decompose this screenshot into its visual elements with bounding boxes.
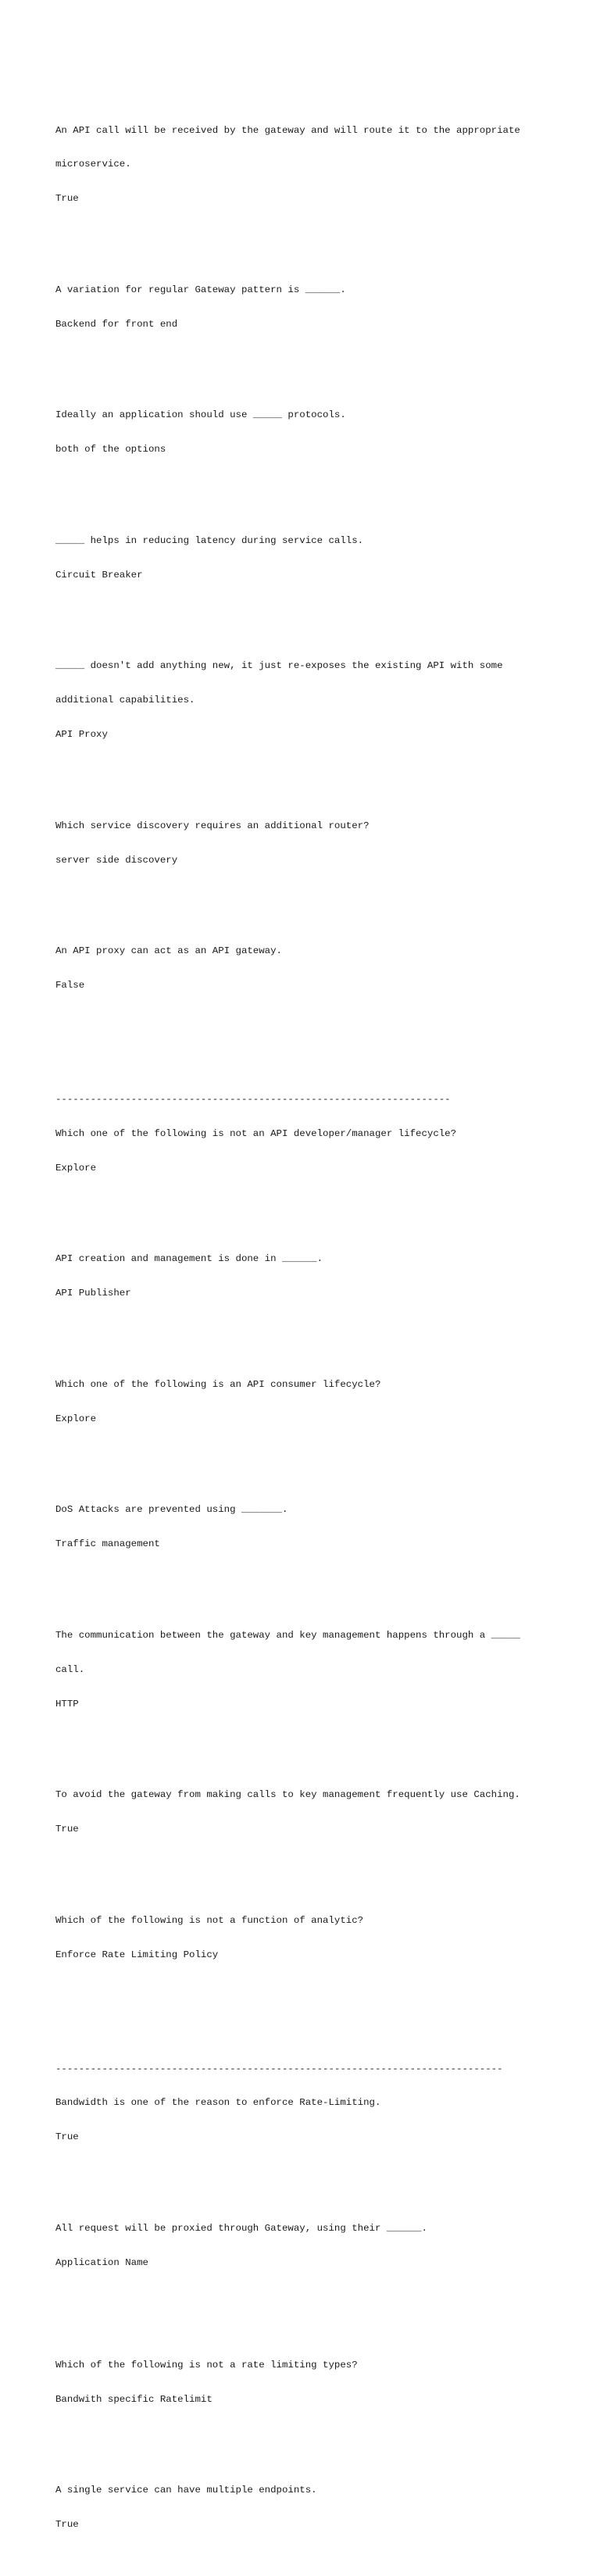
question-line: To avoid the gateway from making calls to key management frequently use Caching.: [55, 1789, 520, 1801]
question-line: An API proxy can act as an API gateway.: [55, 945, 282, 957]
qa-item: [55, 387, 555, 478]
answer-line: Traffic management: [55, 1538, 160, 1550]
qa-item: [55, 638, 555, 763]
qa-item: [55, 2040, 555, 2166]
answer-line: Circuit Breaker: [55, 569, 143, 581]
question-line: _____ doesn't add anything new, it just re-exposes the existing API with some: [55, 660, 503, 672]
question-line: All request will be proxied through Gateway, using their ______.: [55, 2222, 427, 2234]
qa-item: [55, 1356, 555, 1448]
qa-item: [55, 513, 555, 604]
question-line: Which of the following is not a rate limiting types?: [55, 2359, 358, 2371]
qa-item: [55, 1767, 555, 1858]
section-divider: --------------------------------------------------------------------: [55, 1094, 451, 1106]
qa-item: [55, 1892, 555, 1984]
answer-line: API Publisher: [55, 1288, 131, 1299]
answer-line: Bandwith specific Ratelimit: [55, 2393, 212, 2405]
qa-item: [55, 1231, 555, 1322]
question-line: microservice.: [55, 159, 131, 170]
question-line: _____ helps in reducing latency during service calls.: [55, 534, 364, 546]
question-line: call.: [55, 1663, 85, 1675]
qa-item: [55, 2200, 555, 2292]
section-divider: -----------------------------------------------------------------------------: [55, 2063, 503, 2074]
answer-line: Explore: [55, 1162, 97, 1174]
answer-line: both of the options: [55, 444, 166, 456]
question-line: A variation for regular Gateway pattern is ______.: [55, 284, 346, 295]
question-line: API creation and management is done in ______.: [55, 1253, 323, 1265]
answer-line: True: [55, 1824, 79, 1835]
question-line: Which one of the following is not an API developer/manager lifecycle?: [55, 1127, 457, 1139]
answer-line: True: [55, 193, 79, 205]
qa-item: [55, 2462, 555, 2553]
question-line: Which one of the following is an API consumer lifecycle?: [55, 1378, 381, 1390]
answer-line: API Proxy: [55, 729, 108, 741]
qa-item: [55, 923, 555, 1014]
answer-line: HTTP: [55, 1698, 79, 1710]
qa-item: [55, 2337, 555, 2428]
qa-item: [55, 1481, 555, 1573]
answer-line: Backend for front end: [55, 318, 178, 330]
answer-line: True: [55, 2519, 79, 2531]
question-line: Which service discovery requires an additional router?: [55, 820, 370, 831]
question-line: A single service can have multiple endpoints.: [55, 2485, 317, 2496]
answer-line: True: [55, 2131, 79, 2143]
question-line: An API call will be received by the gateway and will route it to the appropriate: [55, 124, 520, 136]
question-line: DoS Attacks are prevented using _______.: [55, 1504, 288, 1516]
qa-item: [55, 1607, 555, 1733]
qa-item: [55, 798, 555, 889]
question-line: Which of the following is not a function of analytic?: [55, 1914, 364, 1926]
question-line: additional capabilities.: [55, 695, 195, 706]
document-page: [55, 56, 555, 2576]
answer-line: Application Name: [55, 2256, 148, 2268]
answer-line: Enforce Rate Limiting Policy: [55, 1949, 219, 1960]
qa-item: [55, 102, 555, 227]
question-line: The communication between the gateway and key management happens through a _____: [55, 1629, 520, 1641]
answer-line: False: [55, 980, 85, 991]
qa-item: [55, 1071, 555, 1197]
qa-item: [55, 262, 555, 353]
answer-line: server side discovery: [55, 854, 178, 866]
question-line: Ideally an application should use _____ protocols.: [55, 409, 346, 421]
answer-line: Explore: [55, 1413, 97, 1424]
question-line: Bandwidth is one of the reason to enforce Rate-Limiting.: [55, 2097, 381, 2109]
